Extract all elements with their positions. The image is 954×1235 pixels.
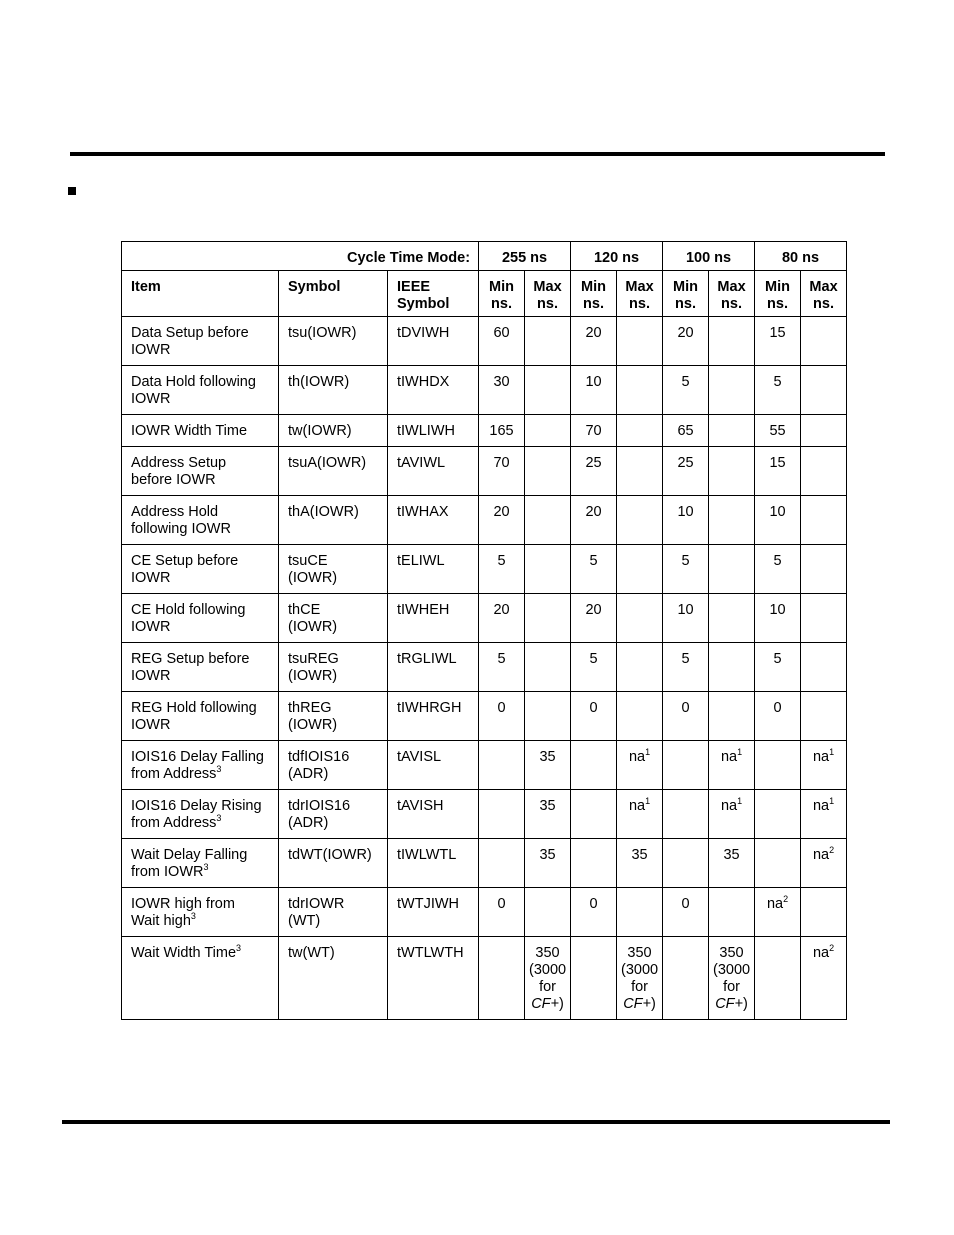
footnote-ref: 2	[829, 845, 835, 855]
max-value-cell	[709, 937, 755, 1020]
ieee-symbol-cell: tELIWL	[388, 545, 479, 594]
header-max-ns: Max ns.	[525, 271, 571, 317]
header-max-ns: Max ns.	[801, 271, 847, 317]
ieee-symbol-cell: tWTLWTH	[388, 937, 479, 1020]
min-value-cell: 5	[755, 545, 801, 594]
min-value-cell: 30	[479, 366, 525, 415]
max-value-cell	[617, 366, 663, 415]
footnote-ref: 1	[829, 747, 835, 757]
min-value-cell	[571, 790, 617, 839]
table-row	[122, 317, 847, 366]
min-value-cell	[663, 741, 709, 790]
min-value-cell: 0	[755, 692, 801, 741]
min-value-cell	[571, 839, 617, 888]
min-value-cell	[479, 790, 525, 839]
max-value-cell: $na^1$	[617, 741, 663, 790]
item-cell: IOIS16 Delay Rising from Address$^3$	[122, 790, 279, 839]
column-header-row	[122, 271, 847, 317]
max-value-cell	[617, 594, 663, 643]
symbol-cell: thA(IOWR)	[279, 496, 388, 545]
min-value-cell	[755, 741, 801, 790]
ieee-symbol-cell: tAVISH	[388, 790, 479, 839]
mode-255ns: 255 ns	[479, 242, 571, 271]
symbol-cell: tw(IOWR)	[279, 415, 388, 447]
footnote-ref: 2	[783, 894, 789, 904]
mode-80ns: 80 ns	[755, 242, 847, 271]
max-value-cell: $na^1$	[801, 790, 847, 839]
item-cell: Data Hold following IOWR	[122, 366, 279, 415]
table-row	[122, 839, 847, 888]
min-value-cell: 10	[663, 594, 709, 643]
header-max-ns: Max ns.	[617, 271, 663, 317]
max-value-cell	[525, 366, 571, 415]
max-value-cell	[801, 545, 847, 594]
max-value-cell: $na^1$	[617, 790, 663, 839]
mode-120ns: 120 ns	[571, 242, 663, 271]
min-value-cell: 10	[755, 496, 801, 545]
max-value-cell	[801, 447, 847, 496]
max-value-cell: 35	[525, 839, 571, 888]
value-note: 350 (3000 for CF+)	[712, 945, 751, 1012]
max-value-cell	[617, 888, 663, 937]
item-cell: Data Setup before IOWR	[122, 317, 279, 366]
min-value-cell: 5	[663, 545, 709, 594]
min-value-cell: 0	[571, 692, 617, 741]
item-cell: Wait Width Time$^3$	[122, 937, 279, 1020]
header-min-ns: Min ns.	[479, 271, 525, 317]
max-value-cell	[709, 366, 755, 415]
min-value-cell: 0	[663, 888, 709, 937]
ieee-symbol-cell: tRGLIWL	[388, 643, 479, 692]
max-value-cell	[525, 888, 571, 937]
min-value-cell: 55	[755, 415, 801, 447]
max-value-cell	[801, 415, 847, 447]
max-value-cell	[709, 643, 755, 692]
min-value-cell: 5	[571, 643, 617, 692]
min-value-cell: 15	[755, 447, 801, 496]
min-value-cell: 10	[571, 366, 617, 415]
max-value-cell	[801, 594, 847, 643]
min-value-cell: 10	[663, 496, 709, 545]
min-value-cell	[663, 937, 709, 1020]
min-value-cell: 20	[479, 496, 525, 545]
footnote-ref: 3	[216, 813, 222, 823]
min-value-cell: 20	[571, 496, 617, 545]
min-value-cell	[479, 741, 525, 790]
item-cell: CE Hold following IOWR	[122, 594, 279, 643]
table-row	[122, 496, 847, 545]
ieee-symbol-cell: tIWHEH	[388, 594, 479, 643]
min-value-cell: 0	[479, 888, 525, 937]
footnote-ref: 3	[216, 764, 222, 774]
max-value-cell	[617, 317, 663, 366]
min-value-cell: 65	[663, 415, 709, 447]
min-value-cell: 165	[479, 415, 525, 447]
min-value-cell: 0	[479, 692, 525, 741]
table-row	[122, 937, 847, 1020]
max-value-cell	[525, 447, 571, 496]
max-value-cell: $na^1$	[709, 741, 755, 790]
min-value-cell: 5	[479, 643, 525, 692]
mode-100ns: 100 ns	[663, 242, 755, 271]
min-value-cell: 60	[479, 317, 525, 366]
max-value-cell	[617, 447, 663, 496]
footnote-ref: 1	[737, 747, 743, 757]
footnote-ref: 3	[190, 911, 196, 921]
symbol-cell: tsuCE (IOWR)	[279, 545, 388, 594]
min-value-cell	[663, 839, 709, 888]
header-max-ns: Max ns.	[709, 271, 755, 317]
symbol-cell: tsuREG (IOWR)	[279, 643, 388, 692]
min-value-cell: 0	[663, 692, 709, 741]
max-value-cell	[525, 496, 571, 545]
header-symbol: Symbol	[279, 271, 388, 317]
max-value-cell	[709, 545, 755, 594]
max-value-cell	[801, 366, 847, 415]
min-value-cell: 20	[663, 317, 709, 366]
max-value-cell	[801, 643, 847, 692]
min-value-cell: 5	[479, 545, 525, 594]
ieee-symbol-cell: tIWLWTL	[388, 839, 479, 888]
footnote-ref: 1	[737, 796, 743, 806]
footnote-ref: 2	[829, 943, 835, 953]
symbol-cell: th(IOWR)	[279, 366, 388, 415]
footnote-ref: 1	[645, 747, 651, 757]
min-value-cell: 5	[571, 545, 617, 594]
min-value-cell: 70	[479, 447, 525, 496]
max-value-cell	[801, 496, 847, 545]
max-value-cell	[617, 545, 663, 594]
header-min-ns: Min ns.	[755, 271, 801, 317]
max-value-cell	[525, 415, 571, 447]
symbol-cell: thREG (IOWR)	[279, 692, 388, 741]
max-value-cell	[709, 415, 755, 447]
table-row	[122, 447, 847, 496]
max-value-cell	[801, 888, 847, 937]
item-cell: IOWR Width Time	[122, 415, 279, 447]
ieee-symbol-cell: tAVIWL	[388, 447, 479, 496]
min-value-cell: 5	[755, 643, 801, 692]
cycle-time-mode-label: Cycle Time Mode:	[122, 242, 479, 271]
min-value-cell: 5	[755, 366, 801, 415]
max-value-cell	[801, 692, 847, 741]
max-value-cell	[709, 447, 755, 496]
min-value-cell	[479, 937, 525, 1020]
cycle-time-mode-row	[122, 242, 847, 271]
max-value-cell: $na^2$	[801, 839, 847, 888]
min-value-cell: 5	[663, 366, 709, 415]
ieee-symbol-cell: tIWHRGH	[388, 692, 479, 741]
min-value-cell: 20	[479, 594, 525, 643]
max-value-cell	[617, 643, 663, 692]
symbol-cell: tdrIOWR (WT)	[279, 888, 388, 937]
item-cell: Address Setup before IOWR	[122, 447, 279, 496]
item-cell: REG Hold following IOWR	[122, 692, 279, 741]
min-value-cell	[755, 839, 801, 888]
min-value-cell	[755, 790, 801, 839]
max-value-cell	[617, 692, 663, 741]
item-cell: REG Setup before IOWR	[122, 643, 279, 692]
value-note: 350 (3000 for CF+)	[620, 945, 659, 1012]
header-item: Item	[122, 271, 279, 317]
min-value-cell: 10	[755, 594, 801, 643]
min-value-cell: 0	[571, 888, 617, 937]
symbol-cell: tw(WT)	[279, 937, 388, 1020]
max-value-cell	[525, 643, 571, 692]
min-value-cell	[755, 937, 801, 1020]
table-row	[122, 643, 847, 692]
min-value-cell: 20	[571, 317, 617, 366]
min-value-cell	[663, 790, 709, 839]
value-note: 350 (3000 for CF+)	[528, 945, 567, 1012]
footnote-ref: 3	[203, 862, 209, 872]
max-value-cell: 35	[525, 790, 571, 839]
min-value-cell: 70	[571, 415, 617, 447]
max-value-cell	[709, 594, 755, 643]
item-cell: IOIS16 Delay Falling from Address$^3$	[122, 741, 279, 790]
write-timing-table	[121, 241, 847, 1020]
item-cell: Wait Delay Falling from IOWR$^3$	[122, 839, 279, 888]
item-cell: Address Hold following IOWR	[122, 496, 279, 545]
ieee-symbol-cell: tIWHAX	[388, 496, 479, 545]
max-value-cell: $na^1$	[709, 790, 755, 839]
min-value-cell: 25	[663, 447, 709, 496]
max-value-cell	[617, 496, 663, 545]
max-value-cell: $na^2$	[801, 937, 847, 1020]
ieee-symbol-cell: tWTJIWH	[388, 888, 479, 937]
table-row	[122, 594, 847, 643]
max-value-cell	[709, 888, 755, 937]
footnote-ref: 1	[645, 796, 651, 806]
header-min-ns: Min ns.	[663, 271, 709, 317]
max-value-cell	[801, 317, 847, 366]
min-value-cell: 25	[571, 447, 617, 496]
max-value-cell	[525, 317, 571, 366]
max-value-cell: 35	[709, 839, 755, 888]
min-value-cell	[571, 741, 617, 790]
max-value-cell	[617, 415, 663, 447]
ieee-symbol-cell: tIWLIWH	[388, 415, 479, 447]
table-row	[122, 741, 847, 790]
bullet-square-icon	[68, 187, 76, 195]
table-row	[122, 415, 847, 447]
item-cell: CE Setup before IOWR	[122, 545, 279, 594]
max-value-cell	[617, 937, 663, 1020]
ieee-symbol-cell: tAVISL	[388, 741, 479, 790]
max-value-cell	[709, 496, 755, 545]
header-min-ns: Min ns.	[571, 271, 617, 317]
ieee-symbol-cell: tIWHDX	[388, 366, 479, 415]
max-value-cell	[525, 545, 571, 594]
top-rule	[70, 152, 885, 156]
table-row	[122, 545, 847, 594]
min-value-cell	[479, 839, 525, 888]
symbol-cell: thCE (IOWR)	[279, 594, 388, 643]
table-row	[122, 692, 847, 741]
header-ieee-symbol: IEEE Symbol	[388, 271, 479, 317]
bottom-rule	[62, 1120, 890, 1124]
table-row	[122, 888, 847, 937]
max-value-cell	[709, 317, 755, 366]
symbol-cell: tdrIOIS16 (ADR)	[279, 790, 388, 839]
table-row	[122, 790, 847, 839]
symbol-cell: tdfIOIS16 (ADR)	[279, 741, 388, 790]
min-value-cell: 20	[571, 594, 617, 643]
min-value-cell	[571, 937, 617, 1020]
max-value-cell	[709, 692, 755, 741]
item-cell: IOWR high from Wait high$^3$	[122, 888, 279, 937]
symbol-cell: tsuA(IOWR)	[279, 447, 388, 496]
max-value-cell	[525, 692, 571, 741]
table-row	[122, 366, 847, 415]
min-value-cell: 5	[663, 643, 709, 692]
max-value-cell: $na^1$	[801, 741, 847, 790]
footnote-ref: 3	[236, 943, 242, 953]
max-value-cell: 35	[617, 839, 663, 888]
symbol-cell: tdWT(IOWR)	[279, 839, 388, 888]
max-value-cell	[525, 594, 571, 643]
min-value-cell: 15	[755, 317, 801, 366]
symbol-cell: tsu(IOWR)	[279, 317, 388, 366]
max-value-cell: 35	[525, 741, 571, 790]
max-value-cell	[525, 937, 571, 1020]
footnote-ref: 1	[829, 796, 835, 806]
min-value-cell: $na^2$	[755, 888, 801, 937]
ieee-symbol-cell: tDVIWH	[388, 317, 479, 366]
